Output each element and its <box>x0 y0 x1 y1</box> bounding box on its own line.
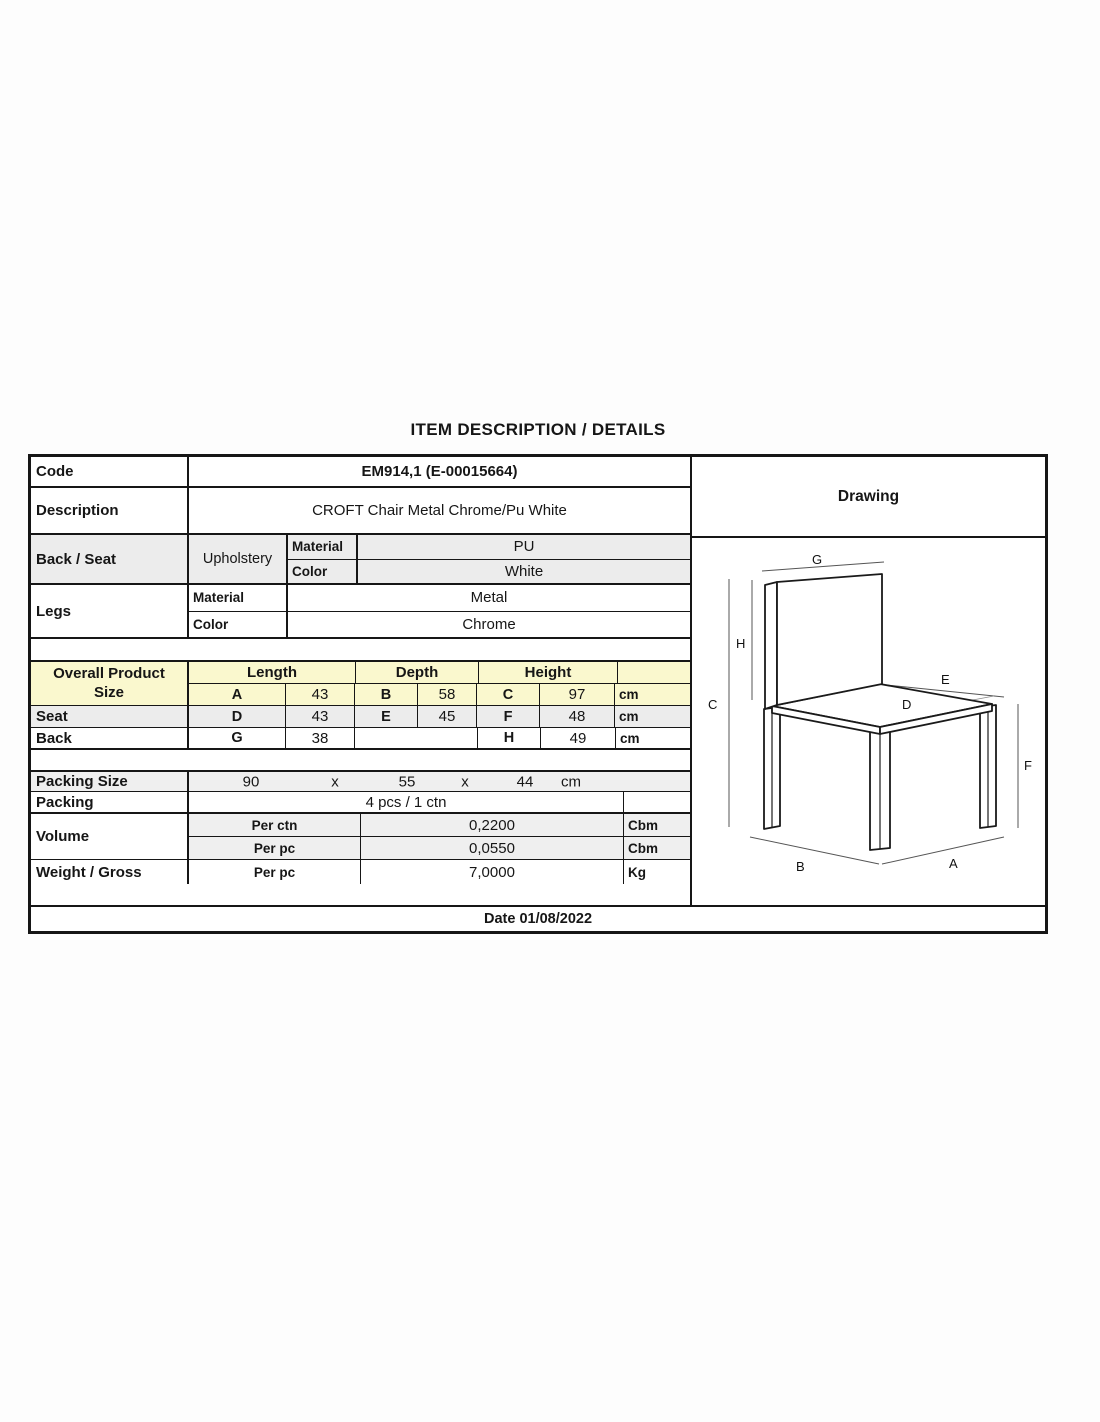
legs-section <box>31 585 690 639</box>
dim-label-a: A <box>949 856 958 871</box>
code-value: EM914,1 (E-00015664) <box>361 463 518 480</box>
weight-row <box>31 860 690 884</box>
date-row: Date 01/08/2022 <box>31 905 1045 931</box>
depth-header: Depth <box>356 662 479 683</box>
legs-material-value: Metal <box>470 589 508 607</box>
drawing-body <box>692 538 1045 905</box>
volume-pc-value: 0,0550 <box>361 837 624 859</box>
packing-size-label: Packing Size <box>31 772 189 791</box>
material-value: PU <box>513 538 535 556</box>
seat-row <box>31 706 690 728</box>
description-label: Description <box>31 488 189 533</box>
weight-unit-cell: Kg <box>628 864 646 880</box>
volume-ctn-value: 0,2200 <box>361 814 624 836</box>
packing-label: Packing <box>31 792 189 812</box>
packing-row <box>31 792 690 814</box>
dim-label-h: H <box>736 636 746 651</box>
dim-value: 97 <box>540 684 615 705</box>
merged-empty-cell <box>355 728 478 748</box>
code-label: Code <box>31 457 189 486</box>
dim-letter: B <box>355 684 418 705</box>
color-value: White <box>504 562 544 580</box>
unit-cell: cm <box>620 730 640 746</box>
dim-line-a <box>882 837 1004 864</box>
size-columns-row <box>189 662 690 684</box>
drawing-header: Drawing <box>692 457 1045 538</box>
legs-color-value: Chrome <box>462 615 516 633</box>
chair-drawing <box>692 538 1045 900</box>
legs-material-row <box>189 585 690 612</box>
length-header: Length <box>189 662 356 683</box>
dim-label-b: B <box>796 859 805 874</box>
dim-value: 38 <box>286 728 355 748</box>
dim-letter: F <box>477 706 540 727</box>
dim-line-g <box>762 562 884 571</box>
per-pc-label: Per pc <box>189 837 361 859</box>
weight-label: Weight / Gross <box>31 860 189 884</box>
volume-per-ctn-row <box>189 814 690 837</box>
dim-label-f: F <box>1024 758 1032 773</box>
drawing-section <box>692 457 1045 905</box>
unit-header-cell <box>618 662 690 683</box>
size-row-overall <box>189 684 690 705</box>
chair-backrest-front <box>777 574 882 705</box>
weight-value: 7,0000 <box>361 860 624 884</box>
dim-letter: G <box>189 728 286 748</box>
dim-label-d: D <box>902 697 912 712</box>
dim-line-b <box>750 837 879 864</box>
dim-letter: D <box>189 706 286 727</box>
back-seat-section <box>31 535 690 585</box>
dim-value: 43 <box>286 684 355 705</box>
dim-label-c: C <box>708 697 718 712</box>
spacer-row <box>31 639 690 662</box>
dim-value: 43 <box>286 706 355 727</box>
back-label: Back <box>31 728 189 748</box>
dim-letter: A <box>189 684 286 705</box>
back-seat-label: Back / Seat <box>31 535 189 583</box>
volume-label: Volume <box>31 814 189 859</box>
upholstery-cell: Upholstery <box>189 535 288 583</box>
packing-size-row <box>31 772 690 792</box>
back-seat-color-row <box>288 560 690 584</box>
legs-material-label: Material <box>189 585 288 611</box>
spec-table-left <box>31 457 692 905</box>
description-row <box>31 488 690 535</box>
dim-label-g: G <box>812 552 823 567</box>
legs-color-label: Color <box>189 612 288 638</box>
unit-cell: cm <box>619 709 639 724</box>
description-value: CROFT Chair Metal Chrome/Pu White <box>312 502 567 519</box>
dim-value: 58 <box>418 684 477 705</box>
packing-size-values: 90 x 55 x 44 cm <box>242 773 581 790</box>
size-table-header <box>31 662 690 706</box>
back-seat-material-row <box>288 535 690 560</box>
spec-table <box>28 454 1048 934</box>
dim-letter: E <box>355 706 418 727</box>
height-header: Height <box>479 662 618 683</box>
dim-label-e: E <box>941 672 950 687</box>
legs-color-row <box>189 612 690 638</box>
overall-size-label: Overall Product Size <box>31 662 189 705</box>
per-ctn-label: Per ctn <box>189 814 361 836</box>
unit-cell: Cbm <box>628 840 658 856</box>
dim-value: 49 <box>541 728 616 748</box>
legs-label: Legs <box>31 585 189 637</box>
dim-value: 48 <box>540 706 615 727</box>
volume-per-pc-row <box>189 837 690 859</box>
volume-section <box>31 814 690 860</box>
back-row <box>31 728 690 750</box>
packing-unit-cell <box>624 792 690 812</box>
chair-backrest-side <box>765 582 777 709</box>
dim-value: 45 <box>418 706 477 727</box>
dim-letter: H <box>478 728 541 748</box>
spacer-row <box>31 750 690 772</box>
code-row <box>31 457 690 488</box>
weight-per-label: Per pc <box>189 860 361 884</box>
color-label: Color <box>288 560 358 584</box>
packing-value: 4 pcs / 1 ctn <box>189 792 624 812</box>
unit-cell: cm <box>619 687 639 702</box>
seat-label: Seat <box>31 706 189 727</box>
unit-cell: Cbm <box>628 817 658 833</box>
page-title: ITEM DESCRIPTION / DETAILS <box>410 420 666 439</box>
dim-letter: C <box>477 684 540 705</box>
material-label: Material <box>288 535 358 559</box>
